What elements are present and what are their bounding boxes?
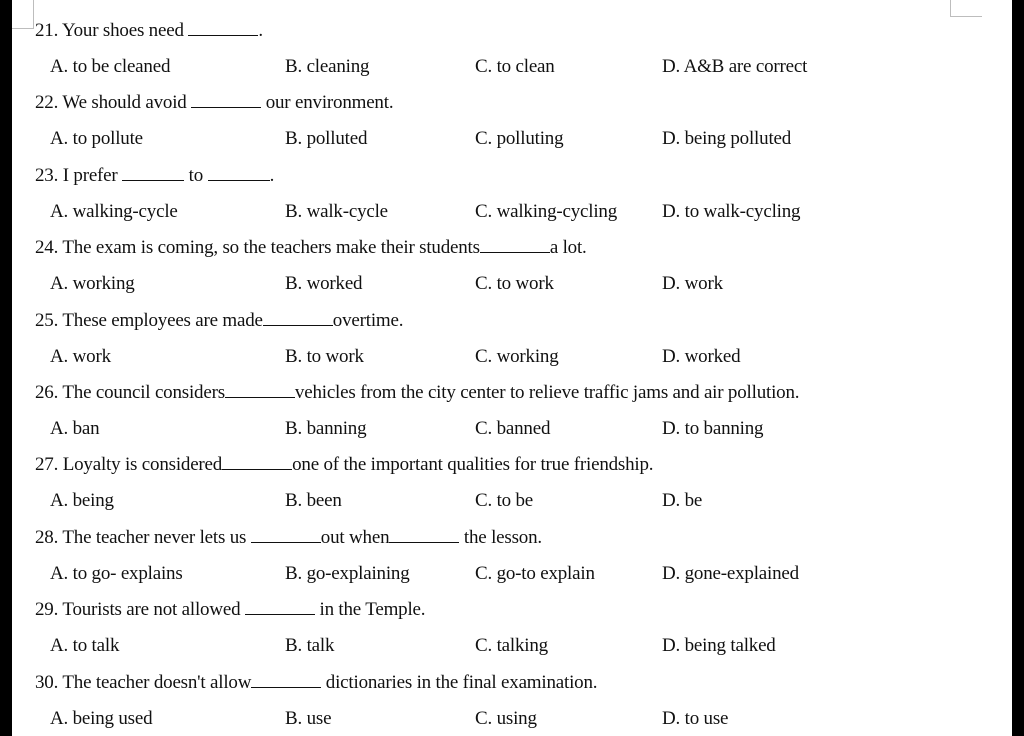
question-22: [12, 72, 1012, 150]
question-number: 26.: [35, 381, 59, 403]
answer-blank: [245, 598, 315, 615]
stem-text: overtime.: [332, 309, 404, 331]
option-d: D. worked: [662, 345, 741, 367]
question-stem: [35, 91, 393, 115]
stem-text: I prefer: [62, 164, 123, 186]
question-27: [12, 434, 1012, 512]
option-b: B. been: [285, 490, 342, 512]
option-d: D. gone-explained: [662, 562, 799, 584]
question-24: [12, 217, 1012, 295]
option-a: A. to go- explains: [50, 562, 183, 584]
option-c: C. using: [475, 707, 537, 729]
question-stem: [35, 526, 542, 550]
question-stem: [35, 598, 425, 622]
stem-text: The teacher never lets us: [62, 526, 251, 548]
question-number: 28.: [35, 526, 59, 548]
answer-blank: [251, 526, 321, 543]
option-d: D. work: [662, 273, 723, 295]
stem-text: to: [184, 164, 208, 186]
answer-blank: [480, 236, 550, 253]
stem-text: Tourists are not allowed: [62, 599, 245, 621]
stem-text: These employees are made: [62, 309, 263, 331]
option-c: C. polluting: [475, 128, 564, 150]
option-a: A. being: [50, 490, 114, 512]
option-c: C. working: [475, 345, 559, 367]
question-number: 25.: [35, 309, 59, 331]
question-stem: [35, 309, 403, 333]
option-c: C. to clean: [475, 56, 555, 77]
answer-blank: [208, 164, 270, 181]
stem-text: The exam is coming, so the teachers make their students: [62, 237, 480, 259]
stem-text: our environment.: [261, 92, 394, 114]
question-number: 24.: [35, 237, 59, 259]
answer-blank: [188, 19, 258, 36]
stem-text: one of the important qualities for true friendship.: [292, 454, 654, 476]
option-a: A. working: [50, 273, 135, 295]
question-number: 22.: [35, 92, 59, 114]
option-d: D. being talked: [662, 635, 776, 657]
question-28: [12, 507, 1012, 584]
option-b: B. use: [285, 707, 332, 729]
option-c: C. banned: [475, 417, 551, 439]
question-number: 30.: [35, 671, 59, 693]
stem-text: dictionaries in the final examination.: [321, 671, 598, 693]
stem-text: out when: [320, 526, 390, 548]
option-b: B. go-explaining: [285, 562, 410, 584]
option-a: A. walking-cycle: [50, 200, 178, 222]
answer-blank: [122, 164, 184, 181]
option-a: A. to be cleaned: [50, 56, 171, 77]
question-stem: [35, 671, 597, 695]
stem-text: Your shoes need: [62, 20, 189, 41]
option-a: A. ban: [50, 417, 100, 439]
option-b: B. talk: [285, 635, 335, 657]
option-b: B. to work: [285, 345, 364, 367]
question-30: [12, 652, 1012, 729]
option-c: C. go-to explain: [475, 562, 595, 584]
stem-text: the lesson.: [459, 526, 542, 548]
option-c: C. talking: [475, 635, 548, 657]
stem-text: Loyalty is considered: [62, 454, 223, 476]
option-d: D. A&B are correct: [662, 56, 808, 77]
answer-blank: [225, 381, 295, 398]
question-26: [12, 362, 1012, 439]
option-a: A. to talk: [50, 635, 120, 657]
question-21: [12, 0, 1012, 77]
option-c: C. to work: [475, 273, 554, 295]
option-d: D. to use: [662, 707, 729, 729]
option-c: C. walking-cycling: [475, 200, 618, 222]
stem-text: We should avoid: [62, 92, 192, 114]
stem-text: .: [269, 164, 275, 186]
answer-blank: [222, 453, 292, 470]
option-b: B. walk-cycle: [285, 200, 388, 222]
question-number: 23.: [35, 164, 59, 186]
option-a: A. being used: [50, 707, 153, 729]
answer-blank: [251, 671, 321, 688]
option-d: D. be: [662, 490, 703, 512]
question-stem: [35, 453, 653, 477]
question-number: 27.: [35, 454, 59, 476]
option-d: D. to banning: [662, 417, 764, 439]
question-stem: [35, 236, 587, 260]
option-a: A. to pollute: [50, 128, 143, 150]
option-d: D. being polluted: [662, 128, 792, 150]
question-list: [12, 0, 1012, 729]
question-stem: [35, 19, 263, 43]
question-stem: [35, 164, 274, 188]
option-b: B. worked: [285, 273, 363, 295]
stem-text: in the Temple.: [314, 599, 426, 621]
option-b: B. cleaning: [285, 56, 370, 77]
question-23: [12, 145, 1012, 222]
question-stem: [35, 381, 799, 405]
option-b: B. banning: [285, 417, 367, 439]
question-number: 29.: [35, 599, 59, 621]
stem-text: The council considers: [62, 381, 225, 403]
option-d: D. to walk-cycling: [662, 200, 801, 222]
option-b: B. polluted: [285, 128, 368, 150]
stem-text: .: [258, 20, 263, 41]
option-a: A. work: [50, 345, 111, 367]
option-c: C. to be: [475, 490, 534, 512]
document-page: [12, 0, 1012, 736]
answer-blank: [191, 91, 261, 108]
answer-blank: [389, 526, 459, 543]
answer-blank: [263, 309, 333, 326]
question-25: [12, 290, 1012, 367]
question-number: 21.: [35, 20, 59, 41]
stem-text: vehicles from the city center to relieve traffic jams and air pollution.: [294, 381, 800, 403]
stem-text: a lot.: [549, 237, 587, 259]
stem-text: The teacher doesn't allow: [62, 671, 252, 693]
question-29: [12, 579, 1012, 657]
